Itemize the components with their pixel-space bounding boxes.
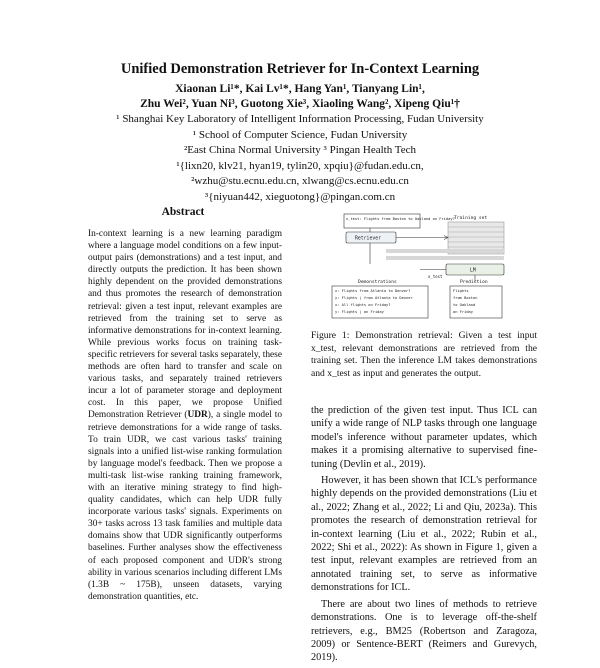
author-list [0, 82, 600, 112]
body-paragraph: There are about two lines of methods to retrieve demonstrations. One is to leverage off-the-shelf retrievers, e.g., BM25 (Robertson and Zaragoza, 2009) or Sentence-BERT (Reimers and Gurevych, 2019). [311, 598, 537, 664]
x-test-label: x_test [428, 274, 443, 279]
prediction-line: on Friday [453, 310, 473, 314]
training-set-label: Training set [454, 216, 488, 221]
lm-label: LM [470, 268, 476, 274]
abstract-heading: Abstract [161, 206, 205, 218]
body-paragraph: However, it has been shown that ICL's performance highly depends on the provided demonstrations (Liu et al., 2022; Zhang et al., 2022; Li and Qiu, 2023a). This promotes the research of demonstration retrieval for in-context learning (Liu et al., 2022; Rubin et al., 2022; Shi et al., 2022): As shown in Figure 1, given a test input, relevant examples are retrieved from an annotated training set, to serve as informative demonstrations for ICL. [311, 475, 537, 594]
demonstrations-label: Demonstrations [358, 280, 397, 285]
abstract-body [88, 228, 282, 603]
email-line: ³{niyuan442, xieguotong}@pingan.com.cn [204, 190, 396, 203]
prediction-line: Flights [453, 289, 469, 293]
test-input-text: x_test: Flights from Boston to Oakland on Friday? [346, 217, 455, 221]
abstract-text-after: ), a single model to retrieve demonstrations for a wide range of tasks. To train UDR, we cast various tasks' training signals into a unified list-wise ranking formulation by language model's feedback. Then we propose a multi-task list-wise ranking training framework, with an iterative mining strategy to find high-quality candidates, which can help UDR fully incorporate various tasks' signals. Experiments on 30+ tasks across 13 task families and multiple data domains show that UDR significantly outperforms baselines. Further analyses show the effectiveness of each proposed component and UDR's strong ability in various scenarios including different LMs (1.3B ~ 175B), unseen datasets, varying demonstration quantities, etc. [88, 410, 283, 602]
affiliation-line: ²East China Normal University ³ Pingan Health Tech [184, 144, 416, 156]
prediction-line: to Oakland [453, 303, 476, 307]
demo-line: y: Flights | from Atlanta to Denver [335, 296, 413, 300]
affiliation-line: ¹ Shanghai Key Laboratory of Intelligent Information Processing, Fudan University [116, 113, 484, 125]
retriever-label: Retriever [355, 236, 381, 242]
figure-1-caption: Figure 1: Demonstration retrieval: Given a test input x_test, relevant demonstrations are retrieved from the training set. Then the inference LM takes demonstrations and x_test as input and generates the output. [311, 330, 537, 379]
method-acronym: UDR [187, 410, 208, 421]
author-line-2: Zhu Wei², Yuan Ni³, Guotong Xie³, Xiaoling Wang², Xipeng Qiu¹† [140, 98, 460, 110]
email-line: ¹{lixn20, klv21, hyan19, tylin20, xpqiu}@fudan.edu.cn, [176, 159, 424, 172]
author-line-1: Xiaonan Li¹*, Kai Lv¹*, Hang Yan¹, Tianyang Lin¹, [175, 83, 425, 95]
paper-title: Unified Demonstration Retriever for In-Context Learning [120, 61, 480, 77]
body-paragraph: the prediction of the given test input. Thus ICL can unify a wide range of NLP tasks through one language model's inference without parameter updates, which makes it a promising alternative to supervised fine-tuning (Devlin et al., 2019). [311, 405, 537, 470]
abstract-text-before: In-context learning is a new learning paradigm where a language model conditions on a few input-output pairs (demonstrations) and a test input, and directly outputs the prediction. It has been shown highly dependent on the provided demonstrations and thus promotes the research of demonstration retrieval: given a test input, relevant examples are retrieved from the training set to serve as informative demonstrations for in-context learning. While previous works focus on training task-specific retrievers for several tasks separately, these methods are often hard to transfer and scale on various tasks, and separately trained retrievers incur a lot of parameter storage and deployment cost. In this paper, we propose [88, 229, 282, 409]
method-name: Unified Demonstration Retriever ( [88, 398, 282, 421]
email-line: ²wzhu@stu.ecnu.edu.cn, xlwang@cs.ecnu.edu.cn [191, 175, 409, 187]
prediction-line: from Boston [453, 296, 478, 300]
demo-line: x: All flights on Friday? [335, 303, 391, 307]
demo-line: x: Flights from Atlanta to Denver? [335, 289, 411, 293]
affiliation-line: ¹ School of Computer Science, Fudan University [192, 128, 408, 141]
prediction-label: Prediction [460, 280, 488, 285]
right-column-body [311, 404, 537, 668]
figure-1-diagram [330, 212, 522, 327]
demo-line: y: Flights | on Friday [335, 310, 384, 314]
affiliations [0, 112, 600, 205]
